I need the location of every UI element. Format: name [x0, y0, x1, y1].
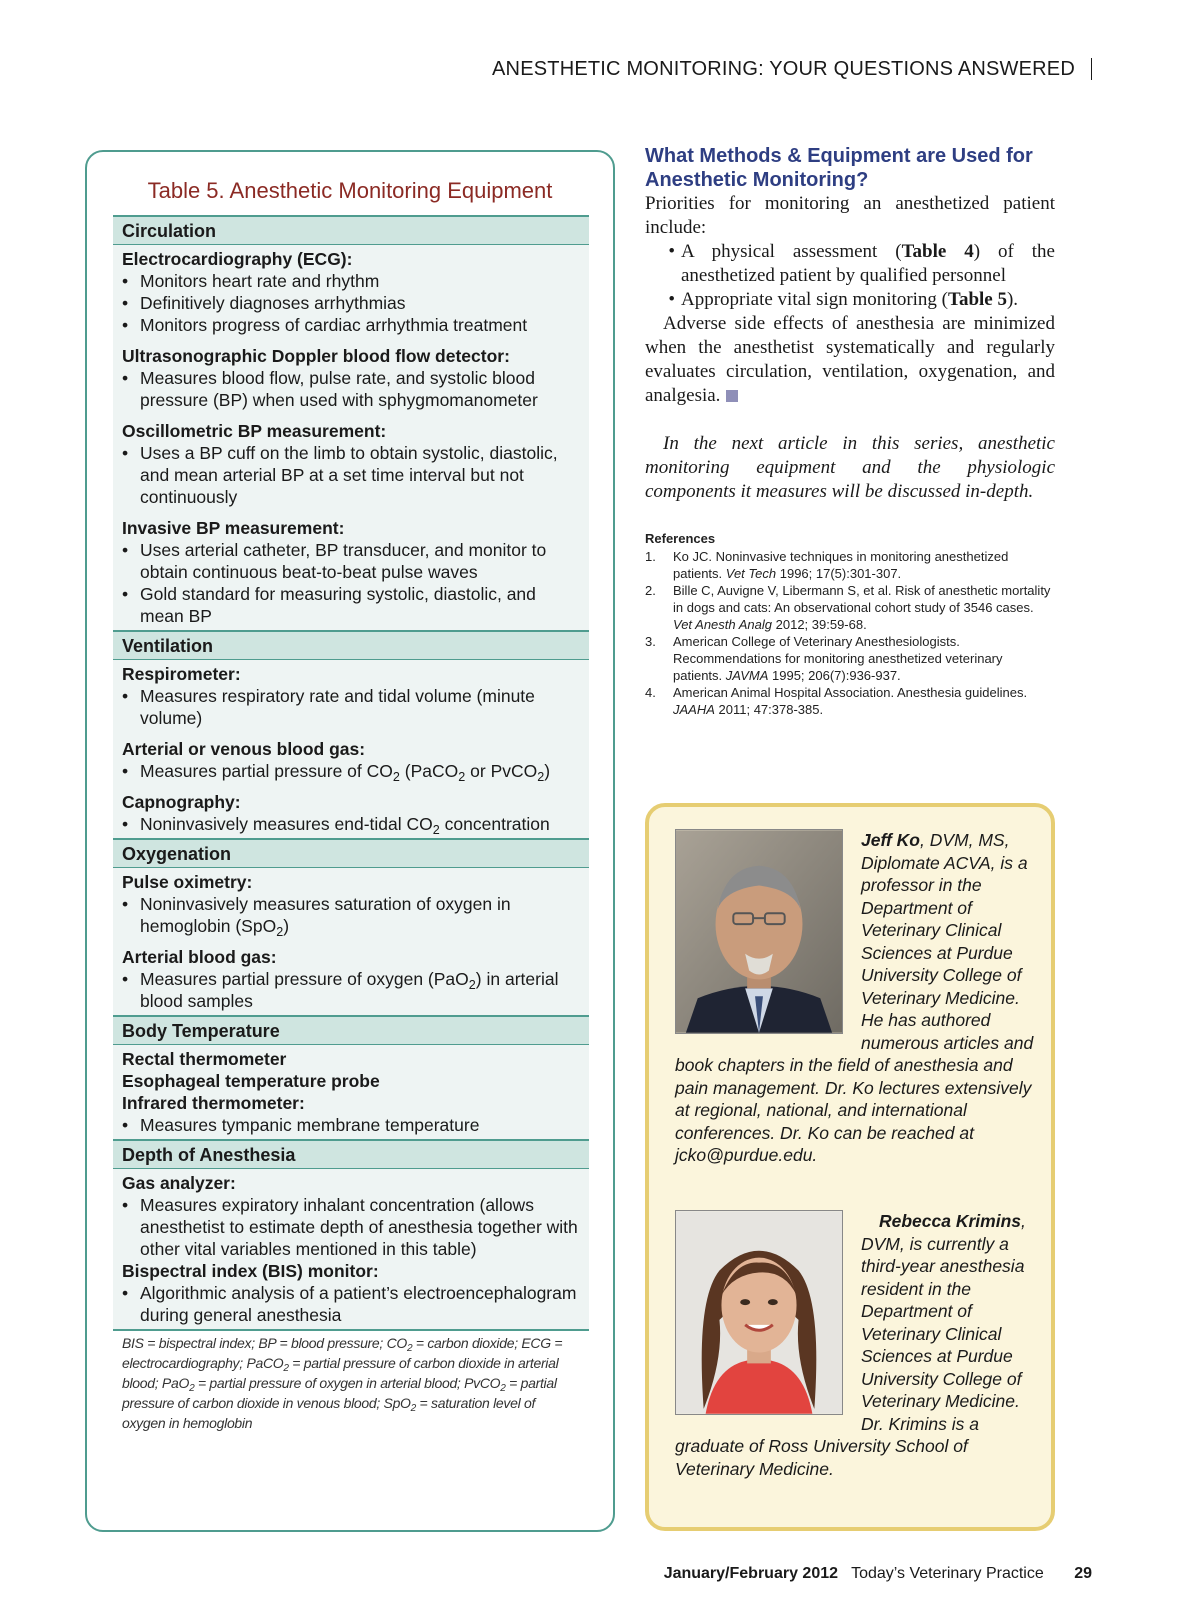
- paragraph: Adverse side effects of anesthesia are minimized when the anesthetist systematically and regularly evaluates circulation, ventilation, oxygenation, and analgesia.: [645, 313, 1055, 406]
- reference-item: 4. American Animal Hospital Association. Anesthesia guidelines. JAAHA 2011; 47:378-385.: [645, 685, 1028, 717]
- article-heading: What Methods & Equipment are Used for Anesthetic Monitoring?: [645, 145, 1033, 191]
- arterial-blood-gas-item: [122, 946, 580, 1012]
- item-title: Arterial or venous blood gas:: [122, 739, 366, 759]
- article-column: [645, 144, 1055, 718]
- section-heading-depth: Depth of Anesthesia: [113, 1139, 589, 1169]
- author-name: Jeff Ko: [861, 830, 920, 850]
- item-title: Electrocardiography (ECG):: [122, 249, 353, 269]
- bullet: • Uses a BP cuff on the limb to obtain systolic, diastolic, and mean arterial BP at a set time interval but not continuously: [122, 443, 558, 507]
- bio-ko: Jeff Ko, DVM, MS, Diplomate ACVA, is a professor in the Department of Veterinary Clinical Sciences at Purdue University College of Veterinary Medicine. He has authored numerous articles and book chapters in the field of anesthesia and pain management. Dr. Ko lectures extensively at regional, national, and international conferences. Dr. Ko can be reached at jcko@purdue.edu.: [675, 830, 1034, 1165]
- author-photo-krimins: [675, 1210, 843, 1415]
- references-heading: References: [645, 531, 716, 546]
- blood-gas-item: [122, 738, 580, 782]
- section-body-depth: [113, 1169, 589, 1329]
- pulse-oximetry-item: [122, 871, 580, 937]
- item-title: Capnography:: [122, 792, 241, 812]
- reference-item: 3. American College of Veterinary Anesthesiologists. Recommendations for monitoring anesthetized veterinary patients. JAVMA 1995; 206(7):936-937.: [645, 634, 1003, 683]
- bullet: • Uses arterial catheter, BP transducer, and monitor to obtain continuous beat-to-beat pulse waves: [122, 540, 547, 582]
- bullet: • Measures expiratory inhalant concentration (allows anesthetist to estimate depth of anesthesia together with other vital variables mentioned in this table): [122, 1195, 578, 1259]
- item-title: Esophageal temperature probe: [122, 1071, 380, 1091]
- item-title: Infrared thermometer:: [122, 1093, 305, 1113]
- bis-monitor-item: [122, 1260, 580, 1326]
- page-number: 29: [1074, 1565, 1092, 1582]
- item-title: Rectal thermometer: [122, 1049, 287, 1069]
- author-photo-ko: [675, 829, 843, 1034]
- item-title: Gas analyzer:: [122, 1173, 236, 1193]
- bullet: • Noninvasively measures end-tidal $CO_2$ concentration: [122, 814, 550, 837]
- intro-text: Priorities for monitoring an anesthetized patient include:: [645, 193, 1055, 238]
- section-body-temperature: [113, 1045, 589, 1139]
- list-item: • A physical assessment (Table 4) of the anesthetized patient by qualified personnel: [668, 241, 1055, 286]
- section-heading-circulation: Circulation: [113, 215, 589, 245]
- table-title: Table 5. Anesthetic Monitoring Equipment: [147, 178, 553, 203]
- thermometer-item: [122, 1048, 580, 1136]
- table-5-box: [85, 150, 615, 1532]
- section-heading-oxygenation: Oxygenation: [113, 838, 589, 868]
- doppler-item: [122, 345, 580, 411]
- bullet: • Measures tympanic membrane temperature: [122, 1115, 480, 1135]
- bullet: • Algorithmic analysis of a patient’s electroencephalogram during general anesthesia: [122, 1283, 577, 1325]
- item-title: Bispectral index (BIS) monitor:: [122, 1261, 379, 1281]
- bullet: • Gold standard for measuring systolic, diastolic, and mean BP: [122, 584, 536, 626]
- bullet: • Measures partial pressure of $CO_2$ (PaCO$_2$ or PvCO$_2$): [122, 761, 551, 784]
- table-ref: Table 5: [948, 289, 1007, 310]
- capnography-item: [122, 791, 580, 835]
- invasive-bp-item: [122, 517, 580, 627]
- reference-item: 2. Bille C, Auvigne V, Libermann S, et al. Risk of anesthetic mortality in dogs and cats: An observational cohort study of 3546 cases. Vet Anesth Analg 2012; 39:59-68.: [645, 583, 1051, 632]
- list-item: • Appropriate vital sign monitoring (Table 5).: [668, 289, 1019, 310]
- running-head: ANESTHETIC MONITORING: YOUR QUESTIONS ANSWERED: [492, 58, 1092, 80]
- section-body-ventilation: [113, 660, 589, 838]
- end-mark-icon: [726, 390, 738, 402]
- page-footer: [664, 1565, 1092, 1583]
- item-title: Arterial blood gas:: [122, 947, 277, 967]
- section-body-oxygenation: [113, 868, 589, 1015]
- bullet: • Monitors heart rate and rhythm: [122, 271, 380, 291]
- publication-name: Today’s Veterinary Practice: [851, 1565, 1044, 1582]
- reference-item: 1. Ko JC. Noninvasive techniques in monitoring anesthetized patients. Vet Tech 1996; 17(5):301-307.: [645, 549, 1009, 581]
- priority-list: [645, 240, 1055, 312]
- item-title: Pulse oximetry:: [122, 872, 253, 892]
- bullet: • Measures respiratory rate and tidal volume (minute volume): [122, 686, 535, 728]
- bullet: • Measures partial pressure of oxygen (PaO$_2$) in arterial blood samples: [122, 969, 559, 1011]
- item-title: Invasive BP measurement:: [122, 518, 345, 538]
- bio-krimins: Rebecca Krimins, DVM, is currently a third-year anesthesia resident in the Department of Veterinary Clinical Sciences at Purdue University College of Veterinary Medicine. Dr. Krimins is a graduate of Ross University School of Veterinary Medicine.: [675, 1211, 1026, 1479]
- oscillometric-item: [122, 420, 580, 508]
- item-title: Respirometer:: [122, 664, 241, 684]
- bullet: • Monitors progress of cardiac arrhythmia treatment: [122, 315, 528, 335]
- author-name: Rebecca Krimins: [879, 1211, 1022, 1231]
- respirometer-item: [122, 663, 580, 729]
- issue-date: January/February 2012: [663, 1565, 839, 1582]
- references: [645, 530, 1055, 718]
- ecg-item: [122, 248, 580, 336]
- table-footnote: BIS = bispectral index; BP = blood pressure; $CO_2$ = carbon dioxide; ECG = electrocardiography; PaCO$_2$ = partial pressure of carbon dioxide in arterial blood; PaO$_2$ = partial pressure of oxygen in arterial blood; PvCO$_2$ = partial pressure of carbon dioxide in venous blood; SpO$_2$ = saturation level of oxygen in hemoglobin: [122, 1335, 563, 1431]
- item-title: Oscillometric BP measurement:: [122, 421, 387, 441]
- article-body: [645, 192, 1055, 504]
- bullet: • Noninvasively measures saturation of oxygen in hemoglobin (SpO$_2$): [122, 894, 511, 939]
- section-body-circulation: [113, 245, 589, 630]
- equipment-table: [113, 215, 589, 1433]
- teaser-text: In the next article in this series, anesthetic monitoring equipment and the physiologic components it measures will be discussed in-depth.: [645, 433, 1055, 502]
- item-title: Ultrasonographic Doppler blood flow detector:: [122, 346, 510, 366]
- author-bio-box: [645, 803, 1055, 1531]
- bullet: • Measures blood flow, pulse rate, and systolic blood pressure (BP) when used with sphygmomanometer: [122, 368, 538, 410]
- section-heading-ventilation: Ventilation: [113, 630, 589, 660]
- section-heading-temperature: Body Temperature: [113, 1015, 589, 1045]
- gas-analyzer-item: [122, 1172, 580, 1260]
- bullet: • Definitively diagnoses arrhythmias: [122, 293, 406, 313]
- table-ref: Table 4: [901, 241, 974, 262]
